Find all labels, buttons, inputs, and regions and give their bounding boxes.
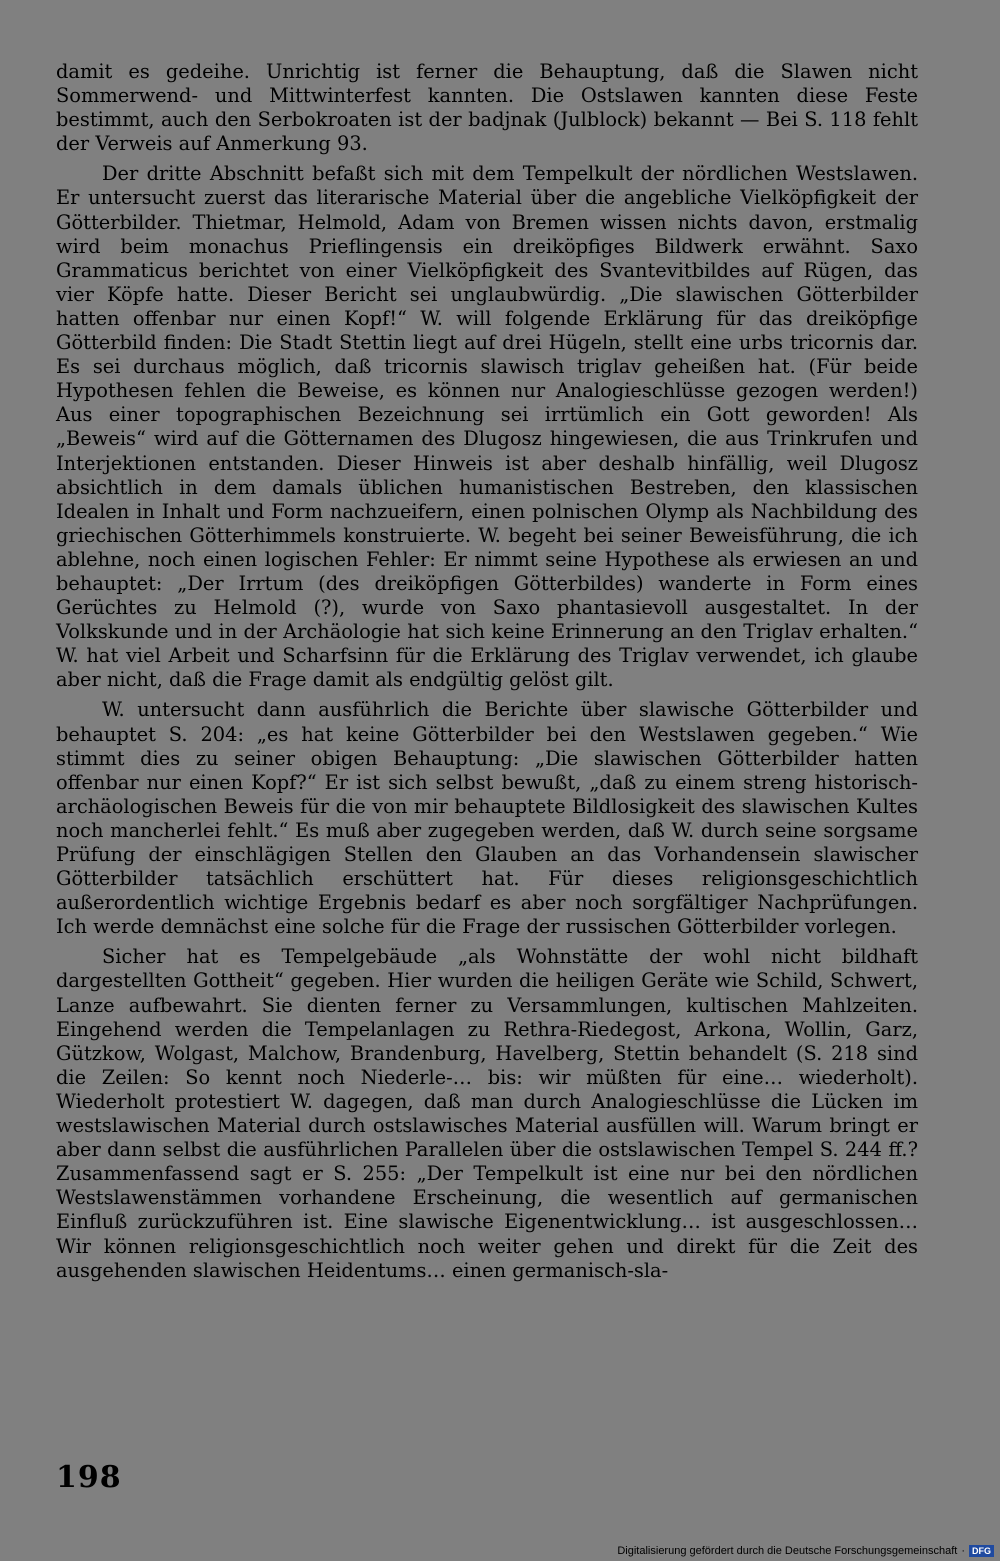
paragraph: damit es gedeihe. Unrichtig ist ferner die Behauptung, daß die Slawen nicht Sommerwend- und Mittwinterfest kannten. Die Ostslawen kannten diese Feste bestimmt, auch den Serbokroaten ist der badjnak (Julblock) bekannt — Bei S. 118 fehlt der Verweis auf Anmerkung 93. xyxy=(56,60,918,156)
body-text xyxy=(56,60,918,1289)
paragraph: Sicher hat es Tempelgebäude „als Wohnstätte der wohl nicht bildhaft dargestellten Gottheit“ gegeben. Hier wurden die heiligen Geräte wie Schild, Schwert, Lanze aufbewahrt. Sie dienten ferner zu Versammlungen, kultischen Mahlzeiten. Eingehend werden die Tempelanlagen zu Rethra-Riedegost, Arkona, Wollin, Garz, Gützkow, Wolgast, Malchow, Brandenburg, Havelberg, Stettin behandelt (S. 218 sind die Zeilen: So kennt noch Niederle-… bis: wir müßten für eine… wiederholt). Wiederholt protestiert W. dagegen, daß man durch Analogieschlüsse die Lücken im westslawischen Material durch ostslawisches Material ausfüllen will. Warum bringt er aber dann selbst die ausführlichen Parallelen über die ostslawischen Tempel S. 244 ff.? Zusammenfassend sagt er S. 255: „Der Tempelkult ist eine nur bei den nördlichen Westslawenstämmen vorhandene Erscheinung, die wesentlich auf germanischen Einfluß zurückzuführen ist. Eine slawische Eigenentwicklung… ist ausgeschlossen… Wir können religionsgeschichtlich noch weiter gehen und direkt für die Zeit des ausgehenden slawischen Heidentums… einen germanisch-sla- xyxy=(56,945,918,1282)
paragraph: W. untersucht dann ausführlich die Berichte über slawische Götterbilder und behauptet S. 204: „es hat keine Götterbilder bei den Westslawen gegeben.“ Wie stimmt dies zu seiner obigen Behauptung: „Die slawischen Götterbilder hatten offenbar nur einen Kopf?“ Er ist sich selbst bewußt, „daß zu einem streng historisch-archäologischen Beweis für die von mir behauptete Bildlosigkeit des slawischen Kultes noch mancherlei fehlt.“ Es muß aber zugegeben werden, daß W. durch seine sorgsame Prüfung der einschlägigen Stellen den Glauben an das Vorhandensein slawischer Götterbilder tatsächlich erschüttert hat. Für dieses religionsgeschichtlich außerordentlich wichtige Ergebnis bedarf es aber noch sorgfältiger Nachprüfungen. Ich werde demnächst eine solche für die Frage der russischen Götterbilder vorlegen. xyxy=(56,698,918,939)
footer-credit: Digitalisierung gefördert durch die Deutsche Forschungsgemeinschaft xyxy=(617,1545,958,1557)
page-number: 198 xyxy=(56,1460,122,1495)
dfg-logo-icon: DFG xyxy=(969,1545,994,1557)
paragraph: Der dritte Abschnitt befaßt sich mit dem Tempelkult der nördlichen Westslawen. Er untersucht zuerst das literarische Material über die angebliche Vielköpfigkeit der Götterbilder. Thietmar, Helmold, Adam von Bremen wissen nichts davon, erstmalig wird beim monachus Prieflingensis ein dreiköpfiges Bildwerk erwähnt. Saxo Grammaticus berichtet von einer Vielköpfigkeit des Svantevitbildes auf Rügen, das vier Köpfe hatte. Dieser Bericht sei unglaubwürdig. „Die slawischen Götterbilder hatten offenbar nur einen Kopf!“ W. will folgende Erklärung für das dreiköpfige Götterbild finden: Die Stadt Stettin liegt auf drei Hügeln, stellt eine urbs tricornis dar. Es sei durchaus möglich, daß tricornis slawisch triglav geheißen hat. (Für beide Hypothesen fehlen die Beweise, es können nur Analogieschlüsse gezogen werden!) Aus einer topographischen Bezeichnung sei irrtümlich ein Gott geworden! Als „Beweis“ wird auf die Götternamen des Dlugosz hingewiesen, die aus Trinkrufen und Interjektionen entstanden. Dieser Hinweis ist aber deshalb hinfällig, weil Dlugosz absichtlich in dem damals üblichen humanistischen Bestreben, den klassischen Idealen in Inhalt und Form nachzueifern, einen polnischen Olymp als Nachbildung des griechischen Götterhimmels konstruierte. W. begeht bei seiner Beweisführung, die ich ablehne, noch einen logischen Fehler: Er nimmt seine Hypothese als erwiesen an und behauptet: „Der Irrtum (des dreiköpfigen Götterbildes) wanderte in Form eines Gerüchtes zu Helmold (?), wurde von Saxo phantasievoll ausgestaltet. In der Volkskunde und in der Archäologie hat sich keine Erinnerung an den Triglav erhalten.“ W. hat viel Arbeit und Scharfsinn für die Erklärung des Triglav verwendet, ich glaube aber nicht, daß die Frage damit als endgültig gelöst gilt. xyxy=(56,162,918,692)
footer: Digitalisierung gefördert durch die Deutsche Forschungsgemeinschaft · DFG xyxy=(617,1545,994,1557)
